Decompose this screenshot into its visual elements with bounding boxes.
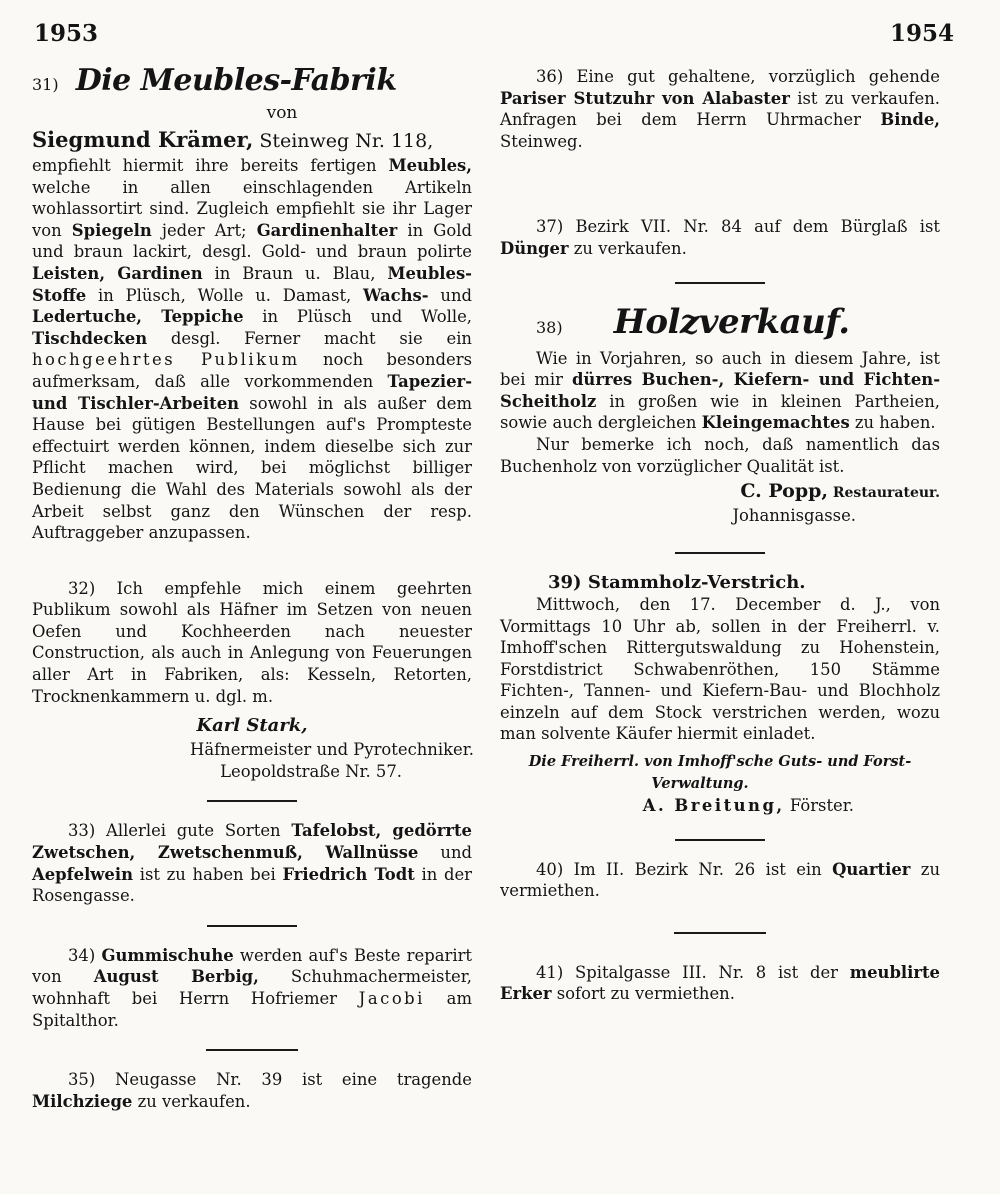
text-run: ist zu verkaufen. Anfragen bei dem Herrn Uhrmacher — [500, 88, 940, 130]
text-run: 34) — [68, 945, 102, 965]
ad-body — [32, 945, 472, 1031]
bold-run: Pariser Stutzuhr von Alabaster — [500, 88, 790, 108]
text-run: empfiehlt hiermit ihre bereits fertigen — [32, 156, 389, 175]
text-run: Wie in Vorjahren, so auch in diesem Jahre, ist bei mir — [500, 348, 940, 390]
signature-role: Restaurateur. — [828, 485, 940, 502]
ad-body-note: Nur bemerke ich noch, daß namentlich das Buchenholz von vorzüglicher Qualität ist. — [500, 434, 940, 476]
ad-number: 31) — [32, 75, 59, 94]
text-run: 33) Allerlei gute Sorten — [68, 821, 292, 841]
ad-body: Mittwoch, den 17. December d. J., von Vormittags 10 Uhr ab, sollen in der Freiherrl. v. Imhoff'schen Rittergutswaldung zu Hohenstein, Forstdistrict Schwabenröthen, 150 Stämme Fichten-, Tannen- und Kiefern-Bau- und Blochholz einzeln auf dem Stock verstrichen werden, wozu man solvente Käufer hiermit einladet. — [500, 594, 940, 744]
page-number-left: 1953 — [34, 20, 99, 47]
bold-run: dürres Buchen-, Kiefern- und Fichten-Scheitholz — [500, 370, 940, 411]
text-run: und — [418, 843, 472, 863]
ad-body — [500, 859, 940, 902]
ad-title: Holzverkauf. — [613, 301, 850, 342]
text-run: in Braun u. Blau, — [202, 263, 388, 283]
firm-address: Steinweg Nr. 118, — [253, 130, 434, 152]
ad-body — [500, 66, 940, 152]
ad-33 — [32, 820, 472, 906]
text-run: zu verkaufen. — [568, 238, 687, 258]
spacer — [500, 152, 940, 216]
text-run: sowohl in als außer dem Hause bei gütigen Bestellungen auf's Prompteste effectuirt werden können, indem dieselbe sich zur Pflicht machen wird, bei möglichst billiger Bedienung die Wahl des Materials sowohl als der Arbeit selbst ganz den Wünschen der resp. Auftraggeber anzupassen. — [32, 393, 473, 543]
firm-name: Siegmund Krämer, — [32, 127, 254, 152]
ad-32 — [32, 578, 472, 783]
ad-41 — [500, 962, 940, 1005]
signature-address: Leopoldstraße Nr. 57. — [220, 761, 402, 781]
separator-rule — [207, 800, 297, 802]
ad-31 — [32, 64, 472, 544]
ad-title: Die Meubles-Fabrik — [75, 63, 397, 98]
text-run: am Spitalthor. — [32, 989, 472, 1030]
signature: C. Popp, — [740, 480, 829, 503]
bold-run: Spiegeln — [71, 220, 152, 240]
signature-line — [500, 481, 940, 505]
text-run: zu vermiethen. — [500, 859, 941, 901]
signature-line — [500, 795, 854, 817]
bold-run: Gardinenhalter — [256, 220, 398, 240]
ad-35 — [32, 1069, 472, 1112]
spaced-run: Jacobi — [358, 989, 425, 1008]
bold-run: Ledertuche, Teppiche — [32, 307, 244, 327]
bold-run: meublirte Erker — [500, 962, 940, 1004]
right-column — [500, 60, 940, 1005]
separator-rule — [674, 932, 766, 934]
text-run: in Plüsch, Wolle u. Damast, — [86, 285, 364, 305]
text-run: 37) Bezirk VII. Nr. 84 auf dem Bürglaß ist — [536, 217, 940, 237]
signature-org-2: Verwaltung. — [651, 775, 749, 793]
page-number-right: 1954 — [890, 20, 955, 47]
firm-line — [32, 126, 472, 155]
bold-run: Kleingemachtes — [701, 413, 850, 433]
ad-36 — [500, 66, 940, 152]
text-run: und — [428, 285, 472, 305]
signature-role: Förster. — [784, 796, 854, 816]
ad-40 — [500, 859, 940, 902]
ad-38 — [500, 302, 940, 527]
text-run: zu verkaufen. — [132, 1091, 251, 1111]
bold-run: Milchziege — [32, 1091, 133, 1111]
ad-heading: 39) Stammholz-Verstrich. — [548, 572, 806, 594]
separator-rule — [206, 1049, 298, 1051]
signature: Karl Stark, — [196, 715, 308, 737]
text-run: werden auf's Beste reparirt von — [32, 945, 472, 987]
bold-run: Tischdecken — [32, 328, 148, 348]
signature: A. Breitung, — [642, 796, 785, 816]
bold-run: August Berbig, — [93, 967, 259, 987]
left-column — [32, 60, 472, 1112]
bold-run: Friedrich Todt — [282, 864, 415, 884]
text-run: 40) Im II. Bezirk Nr. 26 ist ein — [536, 859, 833, 879]
ad-body — [32, 1069, 472, 1112]
text-run: jeder Art; — [151, 220, 257, 240]
bold-run: Meubles, — [388, 156, 472, 175]
bold-run: Tapezier- und Tischler-Arbeiten — [32, 371, 472, 413]
text-run: in Gold und braun lackirt, desgl. Gold- und braun polirte — [32, 220, 472, 262]
ad-number: 38) — [536, 317, 563, 337]
text-run: sofort zu vermiethen. — [551, 984, 735, 1004]
spaced-run: hochgeehrtes Publikum — [32, 350, 300, 370]
text-run: zu haben. — [849, 413, 936, 433]
signature-address: Johannisgasse. — [732, 505, 856, 525]
text-run: noch besonders aufmerksam, daß alle vorkommenden — [32, 350, 472, 391]
text-run: in der Rosengasse. — [32, 864, 473, 906]
bold-run: Gummischuhe — [101, 945, 234, 965]
ad-body — [500, 216, 940, 259]
bold-run: Binde, — [880, 110, 940, 130]
signature-org: Die Freiherrl. von Imhoff'sche Guts- und Forst- — [528, 753, 912, 771]
text-run: desgl. Ferner macht sie ein — [147, 328, 472, 348]
text-run: 36) Eine gut gehaltene, vorzüglich gehende — [536, 67, 940, 86]
signature-role: Häfnermeister und Pyrotechniker. — [190, 740, 474, 760]
separator-rule — [675, 552, 765, 554]
von-text: von — [266, 103, 298, 123]
text-run: welche in allen einschlagenden Artikeln wohlassortirt sind. Zugleich empfiehlt sie ihr Lager von — [32, 177, 472, 240]
bold-run: Dünger — [500, 238, 569, 258]
text-run: in Plüsch und Wolle, — [243, 307, 473, 327]
separator-rule — [675, 282, 765, 284]
text-run: 35) Neugasse Nr. 39 ist eine tragende — [68, 1070, 472, 1090]
ad-34 — [32, 945, 472, 1031]
text-run: in großen wie in kleinen Partheien, sowie auch dergleichen — [500, 391, 940, 433]
bold-run: Meubles-Stoffe — [32, 263, 472, 305]
ad-body — [500, 348, 940, 434]
ad-body — [500, 962, 940, 1005]
ad-37 — [500, 216, 940, 259]
ad-body — [32, 820, 472, 906]
text-run: Schuhmachermeister, wohnhaft bei Herrn Hofriemer — [32, 967, 472, 1008]
bold-run: Wachs- — [363, 285, 429, 305]
text-run: ist zu haben bei — [133, 864, 283, 884]
separator-rule — [207, 925, 297, 927]
bold-run: Leisten, Gardinen — [32, 263, 203, 283]
ad-39 — [500, 572, 940, 816]
text-run: Steinweg. — [500, 131, 583, 151]
separator-rule — [675, 839, 765, 841]
text-run: 41) Spitalgasse III. Nr. 8 ist der — [536, 962, 850, 982]
bold-run: Tafelobst, gedörrte Zwetschen, Zwetschenmuß, Wallnüsse — [32, 821, 472, 863]
ad-body — [32, 155, 472, 544]
bold-run: Aepfelwein — [32, 864, 133, 884]
bold-run: Quartier — [832, 859, 911, 879]
ad-body: 32) Ich empfehle mich einem geehrten Publikum sowohl als Häfner im Setzen von neuen Oefen und Kochheerden nach neuester Construction, als auch in Anlegung von Feuerungen aller Art in Fabriken, als: Kesseln, Retorten, Trocknenkammern u. dgl. m. — [32, 578, 472, 706]
